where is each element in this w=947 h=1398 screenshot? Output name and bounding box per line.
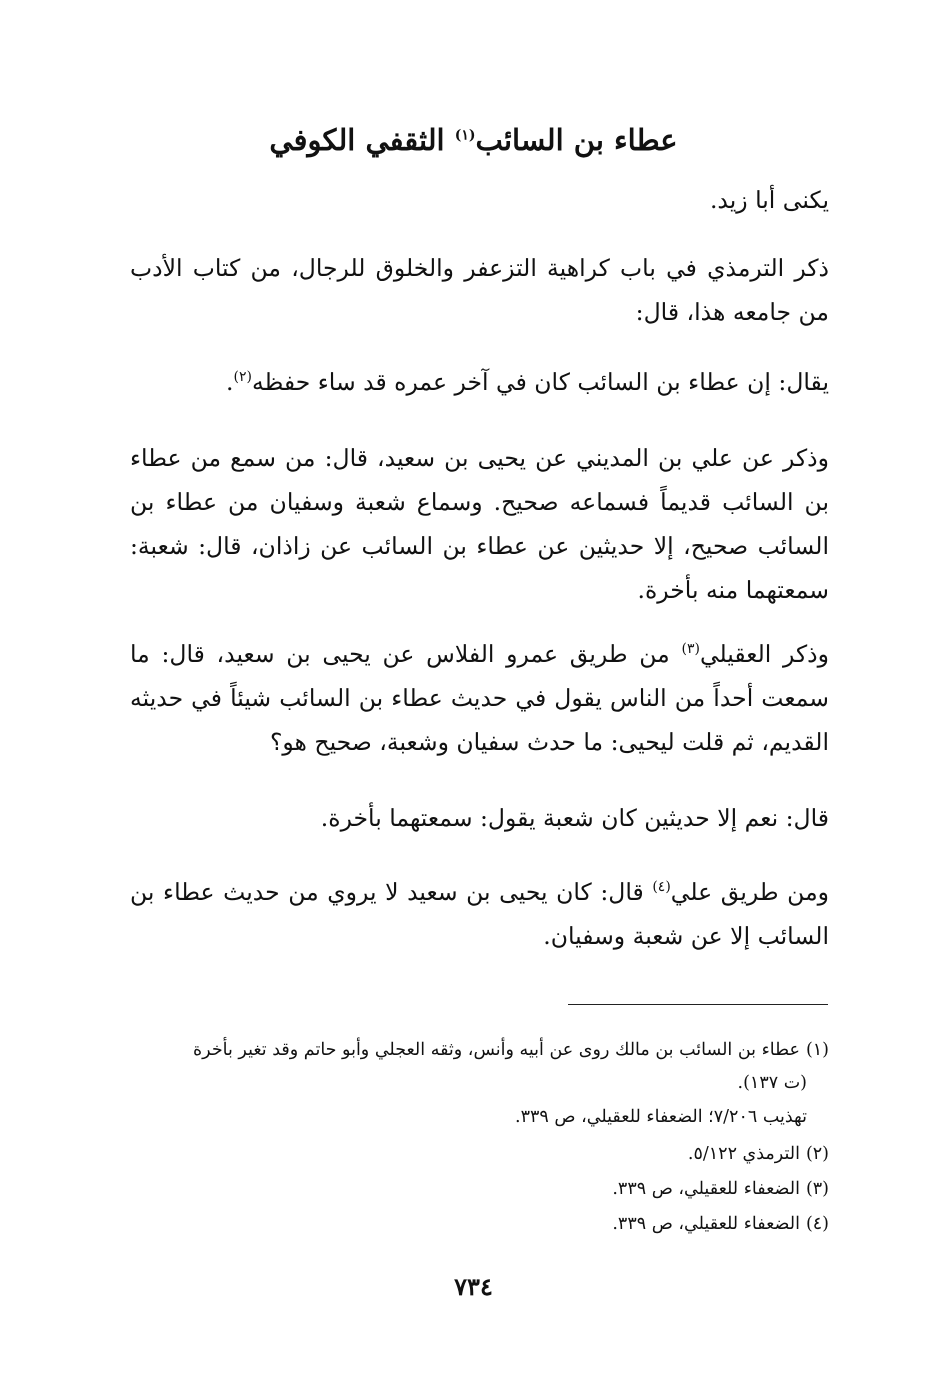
footnote-4-text: الضعفاء للعقيلي، ص ٣٣٩. bbox=[612, 1214, 800, 1234]
p7-text-rest: قال: كان يحيى بن سعيد لا يروي من حديث عطاء بن السائب إلا عن شعبة وسفيان. bbox=[130, 878, 829, 950]
footnote-divider bbox=[568, 1004, 828, 1005]
p5-footnote-ref: (٣) bbox=[681, 641, 700, 658]
footnote-3-text: الضعفاء للعقيلي، ص ٣٣٩. bbox=[612, 1179, 800, 1199]
title-main-after: الثقفي الكوفي bbox=[269, 123, 445, 157]
paragraph-uqayli bbox=[130, 632, 829, 764]
footnote-4 bbox=[130, 1208, 829, 1241]
p3-footnote-ref: (٢) bbox=[233, 369, 252, 386]
p3-end: . bbox=[226, 368, 234, 396]
paragraph-tirmidhi-mention: ذكر الترمذي في باب كراهية التزعفر والخلوق للرجال، من كتاب الأدب من جامعه هذا، قال: bbox=[130, 254, 829, 326]
paragraph-memory-decline bbox=[130, 360, 829, 404]
footnote-2-text: الترمذي ٥/١٢٢. bbox=[687, 1144, 800, 1164]
page-number: ٧٣٤ bbox=[454, 1272, 493, 1301]
p7-text-start: ومن طريق علي bbox=[670, 878, 830, 906]
footnote-4-number: (٤) bbox=[805, 1214, 829, 1234]
footnote-1-sources: تهذيب ٧/٢٠٦؛ الضعفاء للعقيلي، ص ٣٣٩. bbox=[515, 1107, 807, 1127]
footnote-3-number: (٣) bbox=[805, 1179, 829, 1199]
footnote-2-number: (٢) bbox=[805, 1144, 829, 1164]
p5-text-start: وذكر العقيلي bbox=[699, 640, 829, 668]
footnote-1 bbox=[130, 1034, 829, 1067]
footnote-1-number: (١) bbox=[805, 1040, 829, 1060]
footnote-1-continued: (ت ١٣٧). bbox=[737, 1073, 807, 1093]
paragraph-ali-route bbox=[130, 870, 829, 958]
page-title bbox=[130, 118, 817, 162]
title-main-before: عطاء بن السائب bbox=[475, 123, 678, 157]
p7-footnote-ref: (٤) bbox=[652, 879, 671, 896]
paragraph-ibn-madini: وذكر عن علي بن المديني عن يحيى بن سعيد، قال: من سمع من عطاء بن السائب قديماً فسماعه صحيح. وسماع شعبة وسفيان من عطاء بن السائب صحيح، إلا حديثين عن عطاء بن السائب عن زاذان، قال: شعبة: سمعتهما منه بأخرة. bbox=[130, 444, 829, 604]
footnote-2 bbox=[130, 1138, 829, 1171]
p5-text-rest: من طريق عمرو الفلاس عن يحيى بن سعيد، قال: ما سمعت أحداً من الناس يقول في حديث عطاء بن السائب شيئاً في حديثه القديم، ثم قلت ليحيى: ما حدث سفيان وشعبة، صحيح هو؟ bbox=[130, 640, 829, 756]
footnote-3 bbox=[130, 1173, 829, 1206]
paragraph-two-hadiths: قال: نعم إلا حديثين كان شعبة يقول: سمعتهما بأخرة. bbox=[320, 804, 829, 832]
paragraph-kunya: يكنى أبا زيد. bbox=[709, 186, 829, 214]
footnote-1-text: عطاء بن السائب بن مالك روى عن أبيه وأنس، وثقه العجلي وأبو حاتم وقد تغير بأخرة bbox=[193, 1040, 800, 1060]
p3-text: يقال: إن عطاء بن السائب كان في آخر عمره قد ساء حفظه bbox=[251, 368, 829, 396]
title-footnote-ref: (١) bbox=[454, 127, 476, 144]
